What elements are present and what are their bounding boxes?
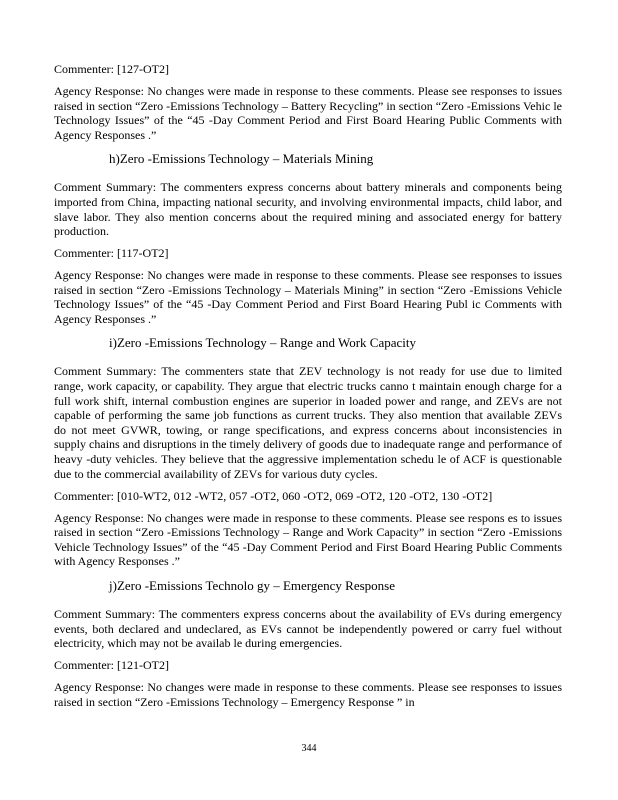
commenter-line: Commenter: [121-OT2] [54, 658, 169, 673]
commenter-line: Commenter: [127-OT2] [54, 62, 169, 76]
section-heading: i)Zero -Emissions Technology – Range and Work Capacity [109, 335, 416, 351]
agency-response: Agency Response: No changes were made in response to these comments. Please see responses to issues raised in section “Zero -Emissions Technology – Emergency Response ” in [54, 680, 562, 709]
agency-response: Agency Response: No changes were made in response to these comments. Please see responses to issues raised in section “Zero -Emissions Technology – Battery Recycling” in section “Zero -Emissions Vehic le Technology Issues” of the “45 -Day Comment Period and First Board Hearing Public Comments with Agency Responses .” [54, 83, 562, 142]
agency-response: Agency Response: No changes were made in response to these comments. Please see responses to issues raised in section “Zero -Emissions Technology – Materials Mining” in section “Zero -Emissions Vehicle Technology Issues” of the “45 -Day Comment Period and First Board Hearing Publ ic Comments with Agency Responses .” [54, 268, 562, 326]
comment-summary: Comment Summary: The commenters express concerns about the availability of EVs during emergency events, both declared and undeclared, as EVs cannot be independently powered or carry fuel without electricity, which may not be availab le during emergencies. [54, 606, 562, 651]
comment-summary: Comment Summary: The commenters express concerns about battery minerals and components being imported from China, impacting national security, and involving environmental impacts, child labor, and slave labor. They also mention concerns about the required mining and associated energy for battery production. [54, 180, 562, 239]
agency-response: Agency Response: No changes were made in response to these comments. Please see respons es to issues raised in section “Zero -Emissions Technology – Range and Work Capacity” in section “Zero -Emissions Vehicle Technology Issues” of the “45 -Day Comment Period and First Board Hearing Public Comments with Agency Responses .” [54, 510, 562, 569]
page-number: 344 [301, 743, 317, 754]
section-heading: j)Zero -Emissions Technolo gy – Emergency Response [109, 577, 395, 593]
comment-summary: Comment Summary: The commenters state that ZEV technology is not ready for use due to limited range, work capacity, or capability. They argue that electric trucks canno t maintain enough charge for a full work shift, internal combustion engines are superior in loaded power and range, and ZEVs are not capable of performing the same job functions as current trucks. They also mention that available ZEVs do not meet GVWR, towing, or range specifications, and express concerns about inconsistencies in supply chains and disruptions in the timely delivery of goods due to inadequate range and performance of heavy -duty vehicles. They believe that the aggressive implementation schedu le of ACF is questionable due to the commercial availability of ZEVs for various duty cycles. [54, 364, 562, 481]
commenter-line: Commenter: [010-WT2, 012 -WT2, 057 -OT2, 060 -OT2, 069 -OT2, 120 -OT2, 130 -OT2] [54, 488, 493, 503]
document-body [54, 62, 562, 717]
commenter-line: Commenter: [117-OT2] [54, 246, 169, 261]
section-heading: h)Zero -Emissions Technology – Materials Mining [109, 151, 374, 167]
